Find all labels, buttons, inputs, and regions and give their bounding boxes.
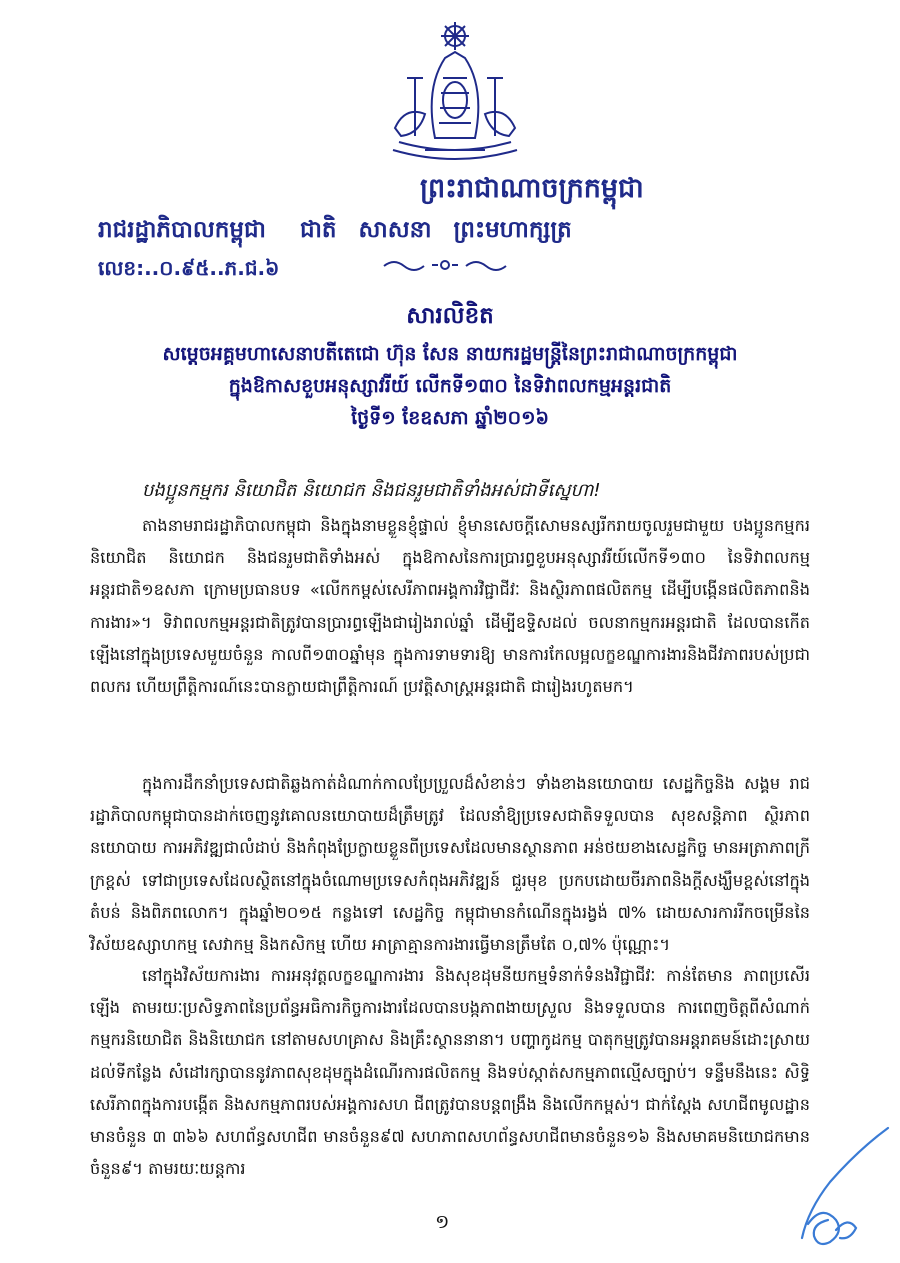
document-title: សារលិខិត <box>406 303 494 329</box>
paragraph-3 <box>90 960 810 1185</box>
national-motto: ជាតិ សាសនា ព្រះមហាក្សត្រ <box>300 217 572 243</box>
divider-ornament <box>380 254 510 276</box>
title-line-1: សម្តេចអគ្គមហាសេនាបតីតេជោ ហ៊ុន សែន នាយករដ្ឋមន្ត្រីនៃព្រះរាជាណាចក្រកម្ពុជា <box>162 343 738 365</box>
paragraph-2-text: ក្នុងការដឹកនាំប្រទេសជាតិឆ្លងកាត់ដំណាក់កាលប្រែប្រួលដ៏សំខាន់ៗ ទាំងខាងនយោបាយ សេដ្ឋកិច្ចនិង សង្គម រាជរដ្ឋាភិបាលកម្ពុជាបានដាក់ចេញនូវគោលនយោបាយដ៏ត្រឹមត្រូវ ដែលនាំឱ្យប្រទេសជាតិទទួលបាន សុខសន្តិភាព ស្ថិរភាពនយោបាយ ការអភិវឌ្ឍជាលំដាប់ និងកំពុងប្រែក្លាយខ្លួនពីប្រទេសដែលមានស្ថានភាព អន់ថយខាងសេដ្ឋកិច្ច មានអត្រាភាពក្រីក្រខ្ពស់ ទៅជាប្រទេសដែលស្ថិតនៅក្នុងចំណោមប្រទេសកំពុងអភិវឌ្ឍន៍ ជួរមុខ ប្រកបដោយចីរភាពនិងក្តីសង្ឃឹមខ្ពស់នៅក្នុងតំបន់ និងពិភពលោក។ ក្នុងឆ្នាំ២០១៥ កន្លងទៅ សេដ្ឋកិច្ច កម្ពុជាមានកំណើនក្នុងរង្វង់ ៧% ដោយសារការរីកចម្រើននៃវិស័យឧស្សាហកម្ម សេវាកម្ម និងកសិកម្ម ហើយ អាត្រាគ្មានការងារធ្វើមានត្រឹមតែ ០,៧% ប៉ុណ្ណោះ។ <box>90 774 810 955</box>
reference-number: លេខ:..០.៩៥..ភ.ជ.៦ <box>98 256 280 280</box>
paragraph-1-text: តាងនាមរាជរដ្ឋាភិបាលកម្ពុជា និងក្នុងនាមខ្លួនខ្ញុំផ្ទាល់ ខ្ញុំមានសេចក្តីសោមនស្សរីករាយចូលរួមជាមួយ បងប្អូនកម្មករ និយោជិត និយោជក និងជនរួមជាតិទាំងអស់ ក្នុងឱកាសនៃការប្រារព្ធខួបអនុស្សាវរីយ៍លើកទី១៣០ នៃទិវាពលកម្មអន្តរជាតិ១ឧសភា ក្រោមប្រធានបទ «លើកកម្ពស់សេរីភាពអង្គការវិជ្ជាជីវៈ និងស្ថិរភាពផលិតកម្ម ដើម្បីបង្កើនផលិតភាពនិងការងារ»។ ទិវាពលកម្មអន្តរជាតិត្រូវបានប្រារព្ធឡើងជារៀងរាល់ឆ្នាំ ដើម្បីឧទ្ទិសដល់ ចលនាកម្មករអន្តរជាតិ ដែលបានកើតឡើងនៅក្នុងប្រទេសមួយចំនួន កាលពី១៣០ឆ្នាំមុន ក្នុងការទាមទារឱ្យ មានការកែលម្អលក្ខខណ្ឌការងារនិងជីវភាពរបស់ប្រជាពលករ ហើយព្រឹត្តិការណ៍នេះបានក្លាយជាព្រឹត្តិការណ៍ ប្រវត្តិសាស្ត្រអន្តរជាតិ ជារៀងរហូតមក។ <box>90 516 810 697</box>
royal-coat-of-arms-icon <box>385 18 525 168</box>
kingdom-name: ព្រះរាជាណាចក្រកម្ពុជា <box>420 173 644 204</box>
title-line-2: ក្នុងឱកាសខួបអនុស្សាវរីយ៍ លើកទី១៣០ នៃទិវាពលកម្មអន្តរជាតិ <box>228 375 672 397</box>
government-name: រាជរដ្ឋាភិបាលកម្ពុជា <box>98 217 266 243</box>
page-number: ១ <box>435 1211 450 1233</box>
greeting: បងប្អូនកម្មករ និយោជិត និយោជក និងជនរួមជាតិទាំងអស់ជាទីស្នេហា! <box>142 480 601 501</box>
paragraph-2 <box>90 768 810 961</box>
paragraph-1 <box>90 510 810 703</box>
title-line-3: ថ្ងៃទី១ ខែឧសភា ឆ្នាំ២០១៦ <box>351 407 549 429</box>
paragraph-3-text: នៅក្នុងវិស័យការងារ ការអនុវត្តលក្ខខណ្ឌការងារ និងសុខដុមនីយកម្មទំនាក់ទំនងវិជ្ជាជីវៈ កាន់តែមាន ភាពប្រសើរឡើង តាមរយៈប្រសិទ្ធភាពនៃប្រព័ន្ធអធិការកិច្ចការងារដែលបានបង្កភាពងាយស្រួល និងទទួលបាន ការពេញចិត្តពីសំណាក់កម្មករនិយោជិត និងនិយោជក នៅតាមសហគ្រាស និងគ្រឹះស្ថាននានា។ បញ្ហាកូដកម្ម បាតុកម្មត្រូវបានអន្តរាគមន៍ដោះស្រាយដល់ទីកន្លែង សំដៅរក្សាបាននូវភាពសុខដុមក្នុងដំណើរការផលិតកម្ម និងទប់ស្កាត់សកម្មភាពល្មើសច្បាប់។ ទន្ទឹមនឹងនេះ សិទ្ធិសេរីភាពក្នុងការបង្កើត និងសកម្មភាពរបស់អង្គការសហ ជីពត្រូវបានបន្តពង្រឹង និងលើកកម្ពស់។ ជាក់ស្តែង សហជីពមូលដ្ឋានមានចំនួន ៣ ៣៦៦ សហព័ន្ធសហជីព មានចំនួន៩៧ សហភាពសហព័ន្ធសហជីពមានចំនួន១៦ និងសមាគមនិយោជកមានចំនួន៩។ តាមរយៈយន្តការ <box>90 966 810 1179</box>
signature-icon <box>778 1120 898 1260</box>
